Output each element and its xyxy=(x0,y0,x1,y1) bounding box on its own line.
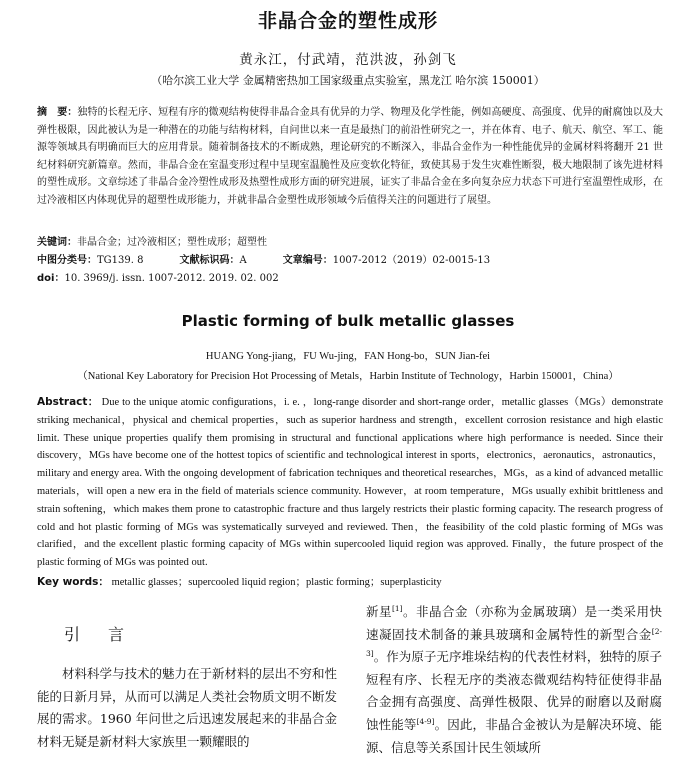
doc-code-label: 文献标识码： xyxy=(179,255,240,266)
chinese-title: 非晶合金的塑性成形 xyxy=(257,10,438,32)
intro-left-column: 材料科学与技术的魅力在于新材料的层出不穷和性能的日新月异，从而可以满足人类社会物质文明不断发展的需求。1960 年问世之后迅速发展起来的非晶合金材料无疑是新材料大家族里一颗耀眼的 xyxy=(37,666,338,749)
chinese-abstract-label: 摘 要： xyxy=(37,107,78,118)
chinese-authors: 黄永江，付武靖，范洪波，孙剑飞 xyxy=(239,52,457,68)
citation-ref: [2-3] xyxy=(366,626,662,659)
doi-label: doi： xyxy=(37,273,65,284)
english-keywords-label: Key words： xyxy=(37,576,109,588)
intro-right-column xyxy=(366,601,662,759)
chinese-affiliation: （哈尔滨工业大学 金属精密热加工国家级重点实验室，黑龙江 哈尔滨 150001） xyxy=(151,74,545,87)
section-heading-introduction: 引 言 xyxy=(64,625,131,644)
english-abstract-text: Due to the unique atomic configurations，i. e. ，long-range disorder and short-range order，metallic glasses（MGs）demonstrate striking mechanical，physical and chemical properties，such as superior hardness and strength，excellent corrosion resistance and high elastic limit. These unique properties qualify them promising in structural and functional applications where high performance is needed. Since their discovery，MGs have become one of the hottest topics of scientific and technological interest in sports，electronics，aeronautics，astronautics，military and energy area. With the ongoing development of fabrication techniques and theoretical researches，MGs，as a kind of advanced metallic materials，will open a new era in the field of materials science community. However，at room temperature，MGs usually exhibit brittleness and strain softening，which makes them prone to catastrophic fracture and thus largely restricts their plastic forming capacity. The research progress of cold and hot plastic forming of MGs was systematically surveyed and reviewed. Then，the feasibility of the cold plastic forming of MGs was clarified，and the excellent plastic forming capacity of MGs within supercooled liquid region was approved. Finally，the future prospect of the plastic forming of MGs was pointed out. xyxy=(37,397,663,569)
english-keywords-text: metallic glasses；supercooled liquid region；plastic forming；superplasticity xyxy=(111,577,442,588)
classification-line xyxy=(37,251,490,266)
english-abstract xyxy=(37,394,663,572)
intro-text-segment: 。非晶合金（亦称为金属玻璃）是一类采用快速凝固技术制备的兼具玻璃和金属特性的新型合金 xyxy=(366,604,662,642)
chinese-abstract xyxy=(37,104,663,210)
english-authors: HUANG Yong-jiang，FU Wu-jing，FAN Hong-bo，SUN Jian-fei xyxy=(205,351,491,362)
clc-label: 中图分类号： xyxy=(37,255,97,266)
doc-code-value: A xyxy=(239,255,247,266)
doi-value: 10. 3969/j. issn. 1007-2012. 2019. 02. 002 xyxy=(64,273,279,284)
chinese-abstract-text: 独特的长程无序、短程有序的微观结构使得非晶合金具有优异的力学、物理及化学性能，例如高硬度、高强度、优异的耐腐蚀以及大弹性极限，因此被认为是一种潜在的功能与结构材料，自问世以来一直是最热门的前沿性研究之一，并在体育、电子、航天、航空、军工、能源等领域具有明确而巨大的应用背景。随着制备技术的不断成熟，理论研究的不断深入，非晶合金作为一种性能优异的金属材料将翻开 21 世纪材料研究新篇章。然而，非晶合金在室温变形过程中呈现室温脆性及应变软化特征，致使其易于发生灾难性断裂，极大地限制了该先进材料的塑性成形。文章综述了非晶合金冷塑性成形及热塑性成形方面的研究进展，证实了非晶合金在多向复杂应力状态下可进行室温塑性成形，在过冷液相区内体现优异的超塑性成形能力，并就非晶合金塑性成形领域今后值得关注的问题进行了展望。 xyxy=(37,107,664,206)
english-affiliation: （National Key Laboratory for Precision Hot Processing of Metals，Harbin Institute of Technology，Harbin 150001，China） xyxy=(77,371,619,382)
chinese-keywords-text: 非晶合金；过冷液相区；塑性成形；超塑性 xyxy=(77,237,267,248)
citation-ref: [1] xyxy=(391,603,403,613)
article-number-label: 文章编号： xyxy=(282,255,333,266)
citation-ref: [4-9] xyxy=(416,716,435,726)
chinese-keywords-label: 关键词： xyxy=(37,237,77,248)
chinese-keywords xyxy=(37,233,267,248)
english-title: Plastic forming of bulk metallic glasses xyxy=(181,312,515,330)
intro-text-segment: 。因此，非晶合金被认为是解决环境、能源、信息等关系国计民生领域所 xyxy=(366,716,662,755)
intro-text-segment: 。作为原子无序堆垛结构的代表性材料，独特的原子短程有序、长程无序的类液态微观结构特征使得非晶合金拥有高强度、高弹性极限、优异的耐磨以及耐腐蚀性能等 xyxy=(366,649,662,732)
clc-value: TG139. 8 xyxy=(97,255,144,266)
english-keywords xyxy=(37,574,663,589)
doi-line xyxy=(37,269,279,284)
article-number-value: 1007-2012（2019）02-0015-13 xyxy=(332,255,491,266)
intro-text-segment: 新星 xyxy=(366,604,392,619)
english-abstract-label: Abstract： xyxy=(37,396,99,408)
